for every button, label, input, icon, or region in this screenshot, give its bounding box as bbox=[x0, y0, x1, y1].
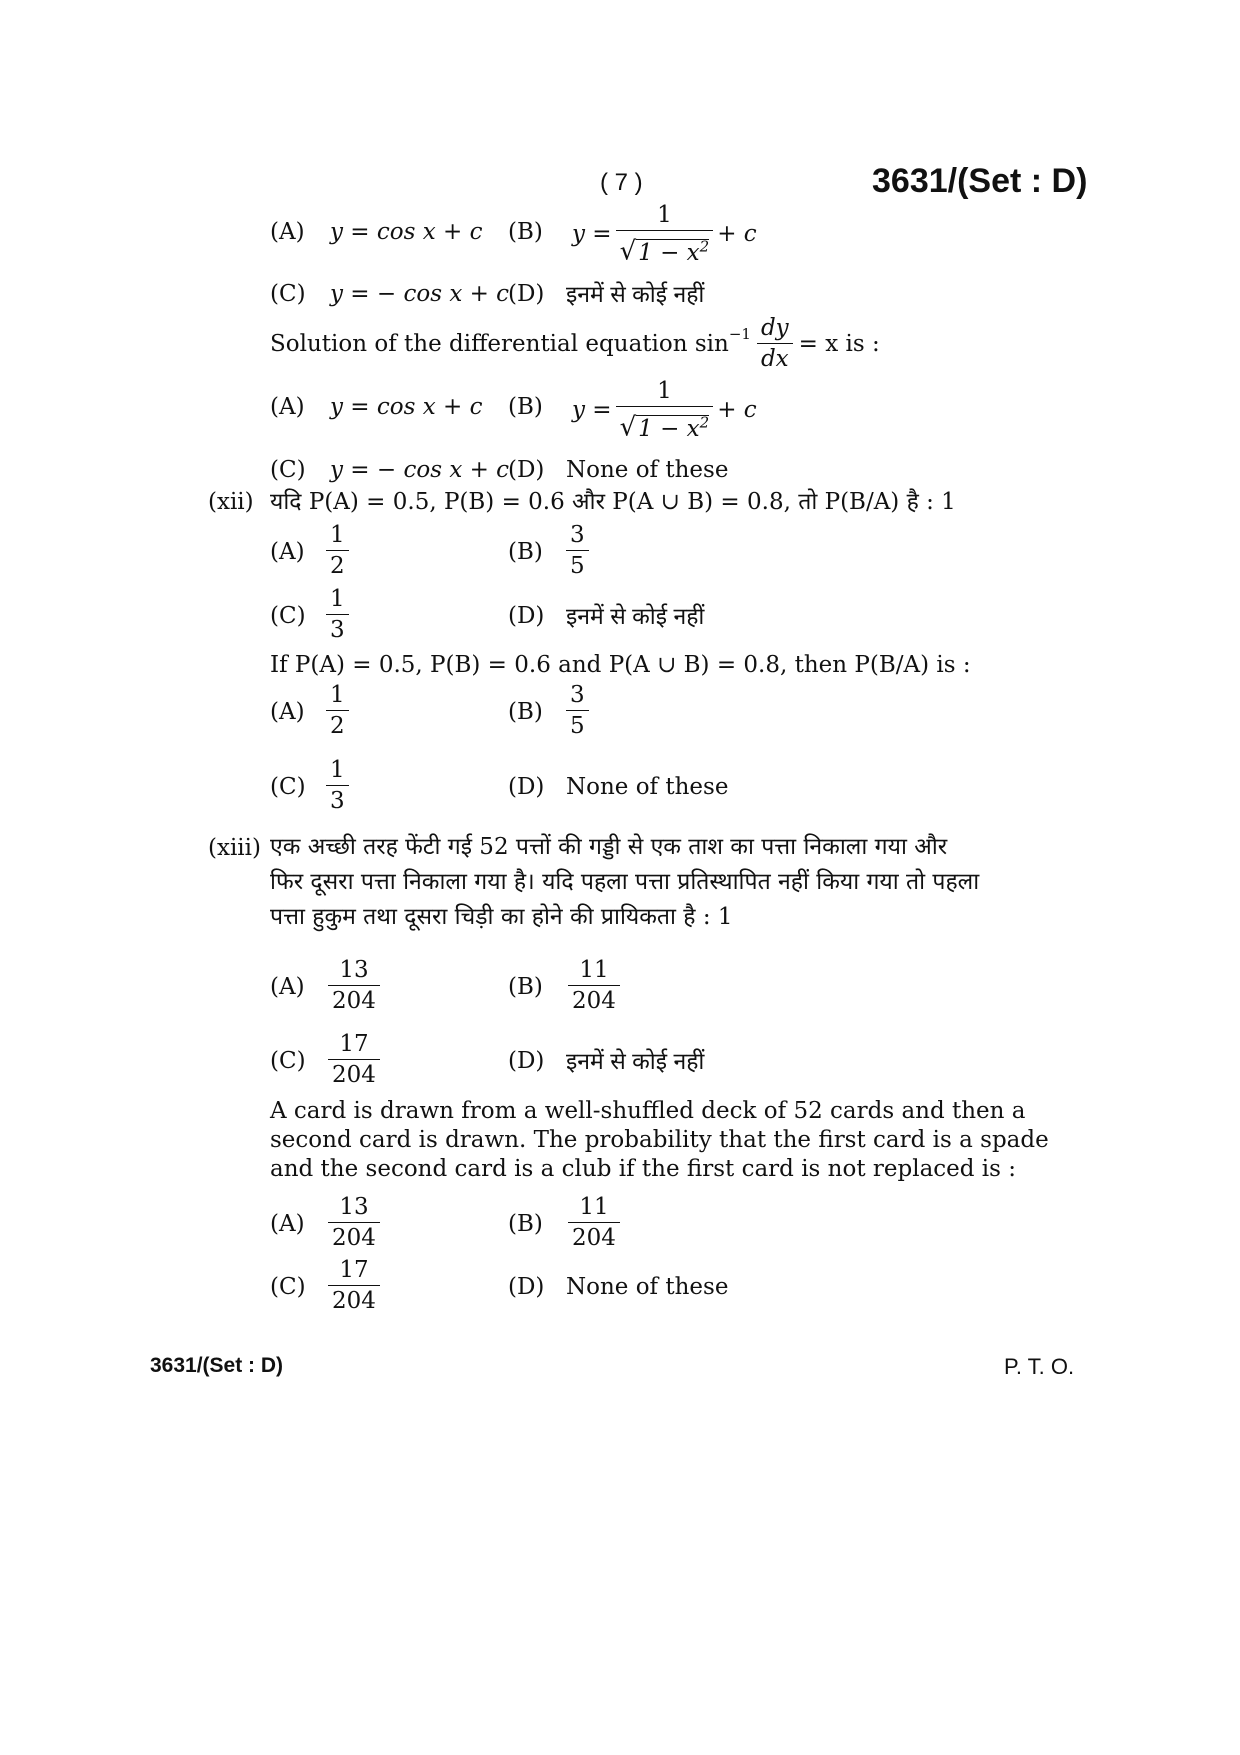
fraction: $\frac{3}{5}$ bbox=[566, 680, 589, 741]
fraction: $\frac{11}{204}$ bbox=[568, 955, 620, 1016]
option-label: (B) bbox=[508, 219, 543, 245]
option-label: (C) bbox=[270, 457, 306, 483]
question-number: (xii) bbox=[208, 489, 254, 515]
option-c-expr: y = − cos x + c bbox=[330, 281, 510, 307]
fraction: $\frac{13}{204}$ bbox=[328, 1192, 380, 1253]
fraction: $\frac{1}{2}$ bbox=[326, 520, 349, 581]
option-d-text: इनमें से कोई नहीं bbox=[566, 1048, 705, 1074]
option-label: (D) bbox=[508, 603, 545, 629]
option-label: (D) bbox=[508, 281, 545, 307]
question-hindi-line-2: फिर दूसरा पत्ता निकाला गया है। यदि पहला पत्ता प्रतिस्थापित नहीं किया गया तो पहला bbox=[270, 869, 980, 895]
fraction: $\frac{3}{5}$ bbox=[566, 520, 589, 581]
fraction: $\frac{17}{204}$ bbox=[328, 1029, 380, 1090]
option-label: (D) bbox=[508, 1048, 545, 1074]
option-label: (B) bbox=[508, 1211, 543, 1237]
fraction: $\frac{17}{204}$ bbox=[328, 1255, 380, 1316]
option-d-text: None of these bbox=[566, 457, 729, 483]
paper-code-footer: 3631/(Set : D) bbox=[150, 1354, 284, 1377]
differential-question: Solution of the differential equation sin $^{-1}$ $\frac{dy}{dx}$ = x is : bbox=[270, 315, 880, 372]
option-label: (A) bbox=[270, 1211, 305, 1237]
option-d-text: इनमें से कोई नहीं bbox=[566, 603, 705, 629]
question-english-line-2: second card is drawn. The probability that the first card is a spade bbox=[270, 1127, 1049, 1153]
question-number: (xiii) bbox=[208, 835, 261, 861]
pto-label: P. T. O. bbox=[1004, 1354, 1075, 1379]
question-english-line-1: A card is drawn from a well-shuffled deck of 52 cards and then a bbox=[270, 1098, 1026, 1124]
option-label: (D) bbox=[508, 457, 545, 483]
sqrt-icon: √ bbox=[619, 236, 637, 267]
question-hindi-line-1: एक अच्छी तरह फेंटी गई 52 पत्तों की गड्डी से एक ताश का पत्ता निकाला गया और bbox=[270, 834, 948, 860]
option-label: (C) bbox=[270, 281, 306, 307]
option-label: (B) bbox=[508, 699, 543, 725]
option-label: (C) bbox=[270, 1274, 306, 1300]
option-label: (C) bbox=[270, 603, 306, 629]
paper-code-header: 3631/(Set : D) bbox=[872, 162, 1088, 200]
option-d-text: None of these bbox=[566, 1274, 729, 1300]
option-d-text: None of these bbox=[566, 774, 729, 800]
option-label: (A) bbox=[270, 699, 305, 725]
question-hindi-line-3: पत्ता हुकुम तथा दूसरा चिड़ी का होने की प्रायिकता है : 1 bbox=[270, 904, 733, 930]
fraction: $\frac{1}{3}$ bbox=[326, 755, 349, 816]
sqrt-icon: √ bbox=[619, 412, 637, 443]
option-label: (B) bbox=[508, 974, 543, 1000]
fraction: $\frac{11}{204}$ bbox=[568, 1192, 620, 1253]
option-b-expr: y = $\frac{1}{√1 - x^2}$ + c bbox=[572, 378, 757, 443]
option-b-expr: y = $\frac{1}{√1 - x^2}$ + c bbox=[572, 202, 757, 267]
option-label: (D) bbox=[508, 1274, 545, 1300]
page-number: ( 7 ) bbox=[600, 169, 643, 196]
question-english: If P(A) = 0.5, P(B) = 0.6 and P(A ∪ B) = 0.8, then P(B/A) is : bbox=[270, 652, 971, 678]
option-label: (A) bbox=[270, 394, 305, 420]
option-label: (D) bbox=[508, 774, 545, 800]
question-english-line-3: and the second card is a club if the first card is not replaced is : bbox=[270, 1156, 1017, 1182]
option-c-expr: y = − cos x + c bbox=[330, 457, 510, 483]
option-label: (C) bbox=[270, 774, 306, 800]
option-label: (A) bbox=[270, 539, 305, 565]
option-label: (A) bbox=[270, 219, 305, 245]
option-label: (A) bbox=[270, 974, 305, 1000]
fraction: $\frac{1}{3}$ bbox=[326, 584, 349, 645]
option-d-text: इनमें से कोई नहीं bbox=[566, 281, 705, 307]
fraction: $\frac{13}{204}$ bbox=[328, 955, 380, 1016]
option-a-expr: y = cos x + c bbox=[330, 219, 483, 245]
fraction: $\frac{1}{2}$ bbox=[326, 680, 349, 741]
question-hindi: यदि P(A) = 0.5, P(B) = 0.6 और P(A ∪ B) = 0.8, तो P(B/A) है : 1 bbox=[270, 489, 956, 515]
option-label: (B) bbox=[508, 394, 543, 420]
option-label: (B) bbox=[508, 539, 543, 565]
option-label: (C) bbox=[270, 1048, 306, 1074]
option-a-expr: y = cos x + c bbox=[330, 394, 483, 420]
